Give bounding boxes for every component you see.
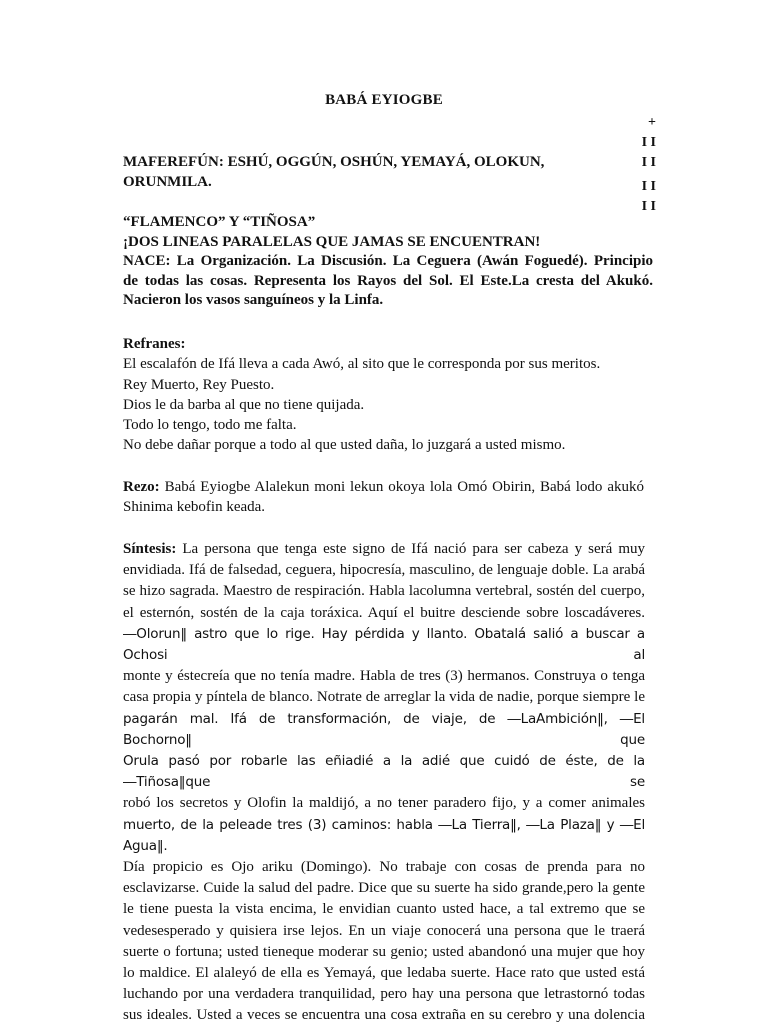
glyph-mark: I I <box>641 155 656 170</box>
glyph-mark: + <box>648 115 656 130</box>
sintesis-line: ―Olorun‖ astro que lo rige. Hay pérdida y llanto. Obatalá salió a buscar a Ochosi al <box>123 625 645 664</box>
sintesis-line <box>123 539 645 560</box>
sintesis-line: envidiada. Ifá de falsedad, ceguera, hipocresía, masculino, de lenguaje doble. La arabá <box>123 562 645 579</box>
sintesis-line: monte y éstecreía que no tenía madre. Habla de tres (3) hermanos. Construya o tenga <box>123 668 645 685</box>
maferefun-line: ORUNMILA. <box>123 174 212 191</box>
rezo-line: Shinima kebofin keada. <box>123 499 266 516</box>
maferefun-line: MAFEREFÚN: ESHÚ, OGGÚN, OSHÚN, YEMAYÁ, OLOKUN, <box>123 154 545 170</box>
sintesis-line: esclavizarse. Cuide la salud del padre. Dice que su suerte ha sido grande,pero la gente <box>123 880 645 897</box>
names-section <box>123 213 653 311</box>
refran-item: Rey Muerto, Rey Puesto. <box>123 376 275 393</box>
sintesis-line: le tiene puesta la vista encima, le envidian cuanto usted hace, a tal extremo que se <box>123 901 645 918</box>
parallel-lines-phrase: ¡DOS LINEAS PARALELAS QUE JAMAS SE ENCUENTRAN! <box>123 233 541 250</box>
sintesis-line: casa propia y píntela de blanco. Notrate de arreglar la vida de nadie, porque siempre le <box>123 689 645 706</box>
sintesis-line: lo maldice. El alaleyó de ella es Yemayá, que ledaba suerte. Hace rato que usted está <box>123 965 645 982</box>
sintesis-line: Día propicio es Ojo ariku (Domingo). No trabaje con cosas de prenda para no <box>123 859 645 876</box>
sintesis-line: robó los secretos y Olofin la maldijó, a no tener paradero fijo, y a comer animales <box>123 795 645 812</box>
sintesis-section <box>123 539 645 1027</box>
glyph-mark: I I <box>641 135 656 150</box>
sintesis-text: La persona que tenga este signo de Ifá nació para ser cabeza y será muy <box>176 541 645 557</box>
nace-line: NACE: La Organización. La Discusión. La Ceguera (Awán Foguedé). Principio <box>123 253 653 269</box>
refran-item: El escalafón de Ifá lleva a cada Awó, al sito que le corresponda por sus meritos. <box>123 356 601 373</box>
document-title: BABÁ EYIOGBE <box>325 92 443 108</box>
rezo-label: Rezo: <box>123 479 160 495</box>
sintesis-line: el esternón, sostén de la caja toráxica. Aquí el buitre desciende sobre loscadáveres. <box>123 604 645 621</box>
refran-item: No debe dañar porque a todo al que usted daña, lo juzgará a usted mismo. <box>123 437 566 454</box>
glyph-mark: I I <box>641 199 656 214</box>
sintesis-line: vedesesperado y quisiera irse lejos. En un viaje conocerá una persona que le traerá <box>123 922 645 939</box>
refran-item: Dios le da barba al que no tiene quijada. <box>123 396 365 413</box>
nace-line: de todas las cosas. Representa los Rayos del Sol. El Este.La cresta del Akukó. <box>123 272 653 289</box>
refran-item: Todo lo tengo, todo me falta. <box>123 417 297 434</box>
sintesis-line: Orula pasó por robarle las eñiadié a la adié que cuidó de éste, de la ―Tiñosa‖que se <box>123 753 645 791</box>
refranes-heading: Refranes: <box>123 336 186 352</box>
rezo-text: Babá Eyiogbe Alalekun moni lekun okoya lola Omó Obirin, Babá lodo akukó <box>159 479 644 495</box>
maferefun-heading <box>123 152 644 193</box>
nace-line: Nacieron los vasos sanguíneos y la Linfa. <box>123 292 384 308</box>
sintesis-line: luchando por una verdadera tranquilidad, pero hay una persona que letrastornó todas <box>123 986 645 1003</box>
glyph-mark: I I <box>641 179 656 194</box>
refranes-section <box>123 334 663 456</box>
sintesis-label: Síntesis: <box>123 541 177 557</box>
sintesis-line: suerte o fortuna; usted tieneque moderar su genio; usted abandonó una mujer que hoy <box>123 943 645 960</box>
sintesis-line: muerto, de la peleade tres (3) caminos: habla ―La Tierra‖, ―La Plaza‖ y ―El Agua‖. <box>123 816 645 854</box>
names-line: “FLAMENCO” Y “TIÑOSA” <box>123 214 316 230</box>
rezo-section <box>123 477 644 518</box>
sintesis-line: se hizo sagrada. Maestro de respiración. Habla lacolumna vertebral, sostén del cuerpo, <box>123 583 645 600</box>
sintesis-line: sus ideales. Usted a veces se encuentra una cosa extraña en su cerebro y una dolencia <box>123 1007 645 1024</box>
rezo-line <box>123 477 644 497</box>
sintesis-line: pagarán mal. Ifá de transformación, de viaje, de ―LaAmbición‖, ―El Bochorno‖ que <box>123 710 645 748</box>
